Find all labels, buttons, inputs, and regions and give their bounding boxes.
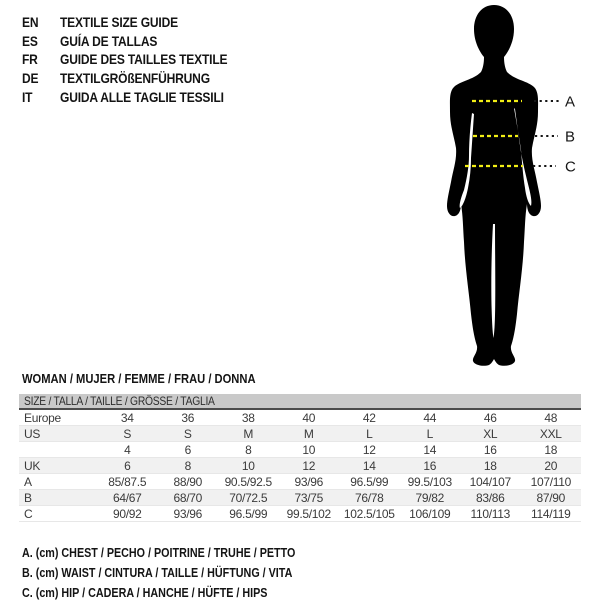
- size-cell: M: [279, 426, 340, 442]
- size-cell: 10: [279, 442, 340, 458]
- size-cell: 40: [279, 409, 340, 426]
- row-label: [19, 442, 97, 458]
- marker-b-label: B: [565, 128, 576, 146]
- size-cell: 93/96: [279, 474, 340, 490]
- size-cell: 102.5/105: [339, 506, 400, 522]
- size-cell: XXL: [521, 426, 582, 442]
- language-label: TEXTILGRÖßENFÜHRUNG: [60, 70, 210, 87]
- row-label: A: [19, 474, 97, 490]
- legend-hip: C. (cm) HIP / CADERA / HANCHE / HÜFTE / HIPS: [22, 586, 268, 600]
- size-cell: 16: [400, 458, 461, 474]
- language-row-en: [22, 13, 255, 32]
- table-row-chest: [19, 474, 581, 490]
- size-cell: 96.5/99: [339, 474, 400, 490]
- size-cell: 6: [158, 442, 219, 458]
- size-cell: L: [339, 426, 400, 442]
- language-code: IT: [22, 88, 33, 105]
- table-row-waist: [19, 490, 581, 506]
- row-label: UK: [19, 458, 97, 474]
- size-cell: 93/96: [158, 506, 219, 522]
- language-row-de: [22, 69, 255, 88]
- language-label: GUIDE DES TAILLES TEXTILE: [60, 51, 228, 68]
- language-row-fr: [22, 50, 255, 69]
- size-cell: 104/107: [460, 474, 521, 490]
- table-row-uk: [19, 458, 581, 474]
- size-cell: 34: [97, 409, 158, 426]
- size-cell: 14: [339, 458, 400, 474]
- language-code: FR: [22, 51, 38, 68]
- measurement-legend: [22, 543, 340, 603]
- size-cell: 114/119: [521, 506, 582, 522]
- measurement-figure: [400, 0, 600, 375]
- size-cell: 79/82: [400, 490, 461, 506]
- size-cell: 107/110: [521, 474, 582, 490]
- size-cell: 110/113: [460, 506, 521, 522]
- language-row-it: [22, 87, 255, 106]
- size-cell: 4: [97, 442, 158, 458]
- table-row-europe: [19, 409, 581, 426]
- size-cell: XL: [460, 426, 521, 442]
- size-cell: 64/67: [97, 490, 158, 506]
- size-cell: 99.5/103: [400, 474, 461, 490]
- size-cell: L: [400, 426, 461, 442]
- marker-c-label: C: [565, 158, 576, 176]
- size-cell: 90.5/92.5: [218, 474, 279, 490]
- size-cell: 12: [279, 458, 340, 474]
- size-cell: 87/90: [521, 490, 582, 506]
- size-cell: 6: [97, 458, 158, 474]
- size-cell: 96.5/99: [218, 506, 279, 522]
- size-cell: 44: [400, 409, 461, 426]
- size-cell: M: [218, 426, 279, 442]
- size-cell: 70/72.5: [218, 490, 279, 506]
- language-label: GUIDA ALLE TAGLIE TESSILI: [60, 88, 224, 105]
- size-cell: 18: [460, 458, 521, 474]
- size-cell: 8: [158, 458, 219, 474]
- size-cell: 46: [460, 409, 521, 426]
- size-cell: 85/87.5: [97, 474, 158, 490]
- row-label: C: [19, 506, 97, 522]
- size-cell: 12: [339, 442, 400, 458]
- legend-chest: A. (cm) CHEST / PECHO / POITRINE / TRUHE / PETTO: [22, 546, 296, 560]
- table-row-hip: [19, 506, 581, 522]
- size-cell: 68/70: [158, 490, 219, 506]
- size-cell: 18: [521, 442, 582, 458]
- row-label: B: [19, 490, 97, 506]
- language-code: EN: [22, 14, 39, 31]
- size-table: [19, 394, 581, 522]
- language-code: DE: [22, 70, 39, 87]
- marker-a-label: A: [565, 93, 576, 111]
- row-label: Europe: [19, 409, 97, 426]
- language-label: GUÍA DE TALLAS: [60, 32, 158, 49]
- size-cell: 16: [460, 442, 521, 458]
- language-row-es: [22, 32, 255, 51]
- size-cell: 88/90: [158, 474, 219, 490]
- size-cell: S: [97, 426, 158, 442]
- language-guide-list: [22, 13, 255, 106]
- size-cell: 14: [400, 442, 461, 458]
- size-cell: S: [158, 426, 219, 442]
- size-cell: 10: [218, 458, 279, 474]
- size-cell: 83/86: [460, 490, 521, 506]
- table-header-row: [19, 394, 581, 409]
- size-cell: 38: [218, 409, 279, 426]
- legend-waist: B. (cm) WAIST / CINTURA / TAILLE / HÜFTUNG / VITA: [22, 566, 293, 580]
- table-row-numeric: [19, 442, 581, 458]
- size-cell: 8: [218, 442, 279, 458]
- table-header-cell: SIZE / TALLA / TAILLE / GRÖSSE / TAGLIA: [19, 394, 581, 409]
- size-cell: 20: [521, 458, 582, 474]
- size-cell: 90/92: [97, 506, 158, 522]
- size-cell: 73/75: [279, 490, 340, 506]
- size-cell: 76/78: [339, 490, 400, 506]
- size-cell: 48: [521, 409, 582, 426]
- row-label: US: [19, 426, 97, 442]
- size-cell: 99.5/102: [279, 506, 340, 522]
- language-code: ES: [22, 32, 38, 49]
- language-label: TEXTILE SIZE GUIDE: [60, 14, 178, 31]
- size-cell: 36: [158, 409, 219, 426]
- table-row-us: [19, 426, 581, 442]
- size-cell: 42: [339, 409, 400, 426]
- size-cell: 106/109: [400, 506, 461, 522]
- section-title: WOMAN / MUJER / FEMME / FRAU / DONNA: [22, 371, 256, 386]
